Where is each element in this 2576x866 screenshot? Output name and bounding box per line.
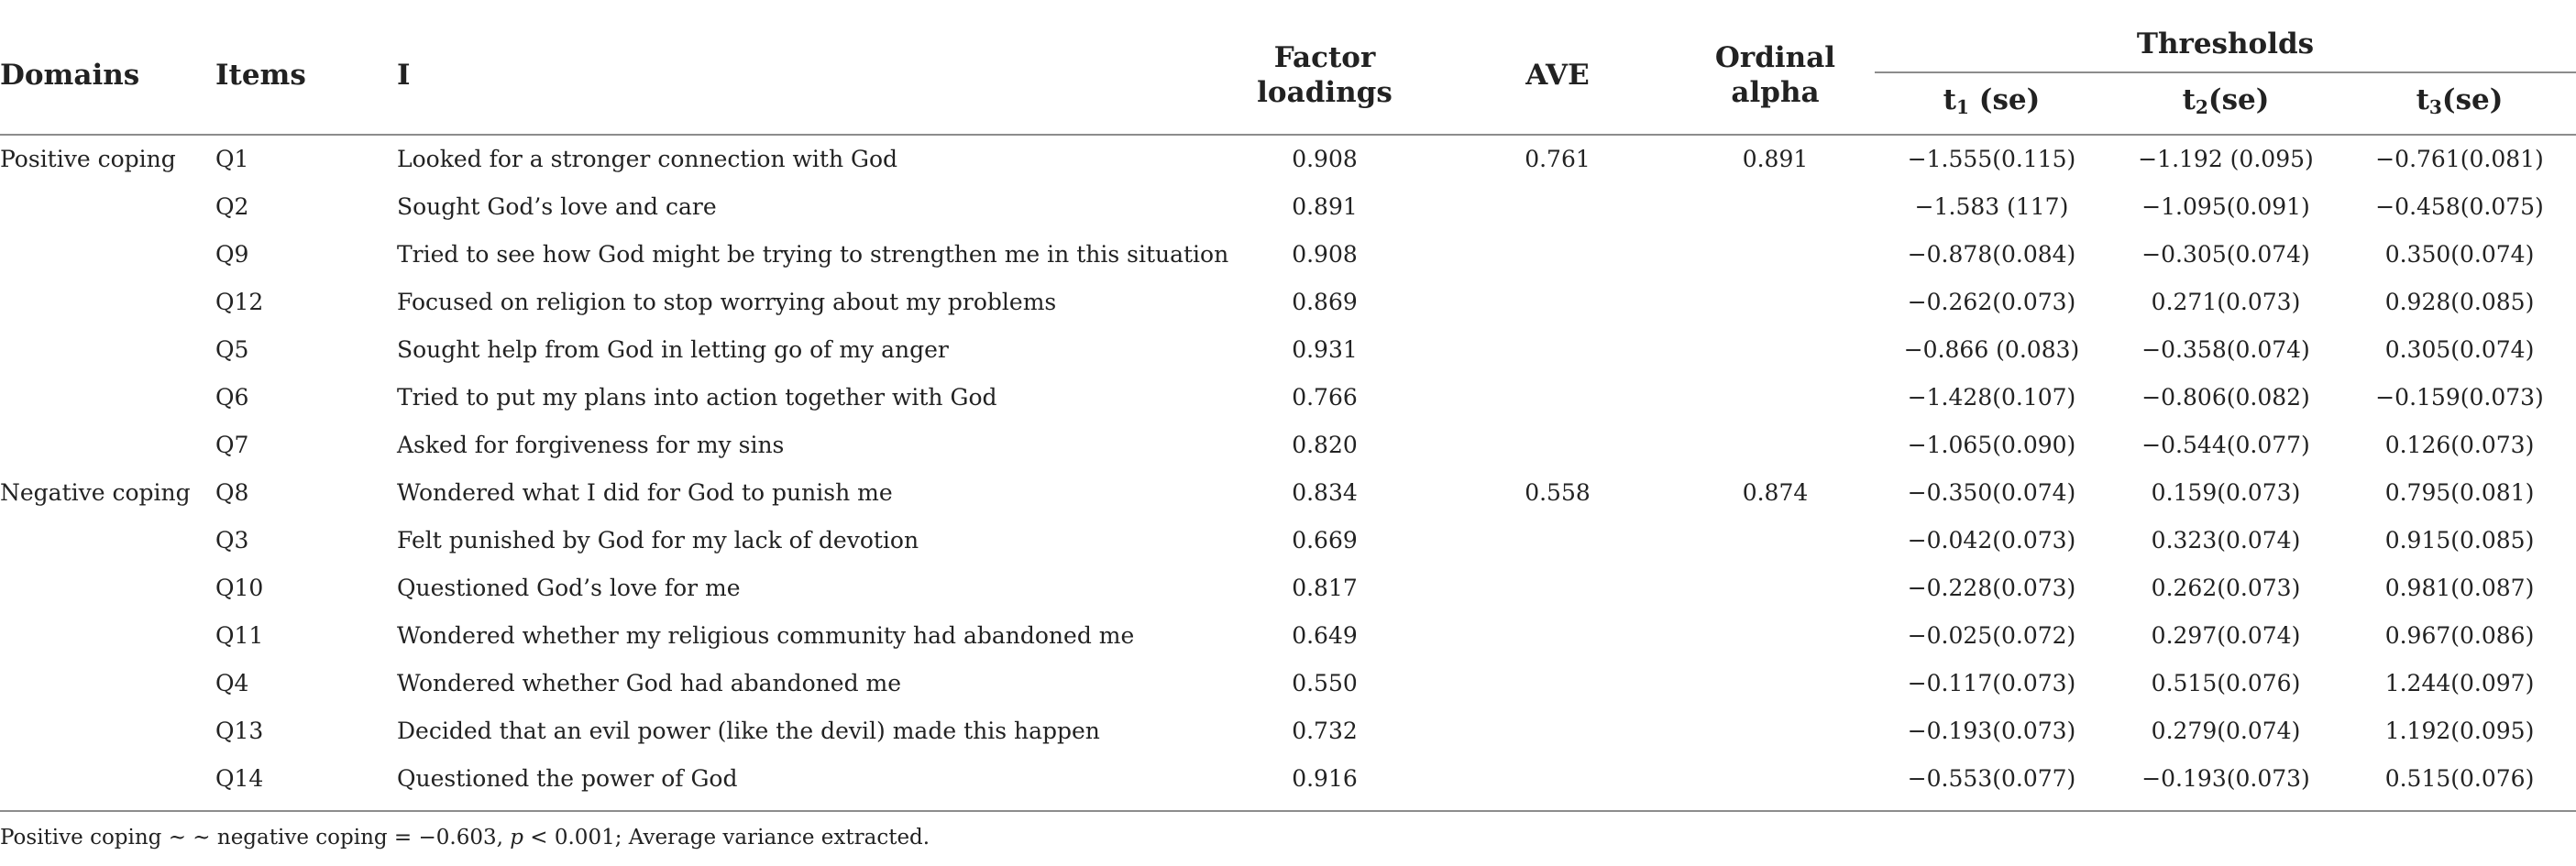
- domain-cell: [0, 612, 215, 660]
- t2-cell: 0.279(0.074): [2151, 718, 2301, 744]
- ave-cell: 0.761: [1525, 146, 1591, 172]
- t1-cell: −1.583 (117): [1914, 193, 2069, 220]
- table-row: [0, 326, 2576, 374]
- results-table: [0, 16, 2576, 803]
- t3-cell: 0.928(0.085): [2384, 289, 2535, 315]
- ave-cell: [1439, 279, 1676, 326]
- item-code-cell: Q8: [215, 479, 249, 506]
- ave-cell: [1439, 374, 1676, 422]
- t2-cell: −0.358(0.074): [2141, 336, 2310, 363]
- factor-loading-cell: 0.766: [1292, 384, 1358, 411]
- item-code-cell: Q12: [215, 289, 264, 315]
- ave-cell: [1439, 660, 1676, 707]
- t1-cell: −0.878(0.084): [1907, 241, 2076, 268]
- t2-cell: −0.544(0.077): [2141, 432, 2310, 458]
- t2-cell: 0.515(0.076): [2151, 670, 2301, 696]
- ordinal-alpha-cell: [1676, 755, 1875, 803]
- table-row: [0, 469, 2576, 517]
- header-t2-sub: 2: [2195, 96, 2208, 119]
- t3-cell: 0.305(0.074): [2384, 336, 2535, 363]
- t3-cell: 0.981(0.087): [2384, 575, 2535, 601]
- table-row: [0, 183, 2576, 231]
- header-factor-loadings-text: Factor loadings: [1257, 41, 1393, 109]
- footer-rule: [0, 810, 2576, 812]
- t2-cell: −0.806(0.082): [2141, 384, 2310, 411]
- t1-cell: −1.555(0.115): [1907, 146, 2076, 172]
- header-t2-base: t: [2182, 82, 2196, 116]
- t1-cell: −0.117(0.073): [1907, 670, 2076, 696]
- t2-cell: 0.159(0.073): [2151, 479, 2301, 506]
- item-text-cell: Decided that an evil power (like the devil) made this happen: [397, 718, 1100, 744]
- table-row: [0, 565, 2576, 612]
- factor-loading-cell: 0.834: [1292, 479, 1358, 506]
- header-factor-loadings: [1210, 16, 1439, 135]
- header-t2: [2108, 72, 2343, 135]
- ordinal-alpha-cell: [1676, 565, 1875, 612]
- factor-loading-cell: 0.820: [1292, 432, 1358, 458]
- table-row: [0, 279, 2576, 326]
- header-thresholds: Thresholds: [1875, 16, 2576, 72]
- header-t3-base: t: [2416, 82, 2429, 116]
- table-row: [0, 422, 2576, 469]
- domain-cell: Positive coping: [0, 146, 176, 172]
- header-domains: Domains: [0, 59, 140, 92]
- header-t2-suffix: (se): [2207, 82, 2270, 116]
- t1-cell: −1.065(0.090): [1907, 432, 2076, 458]
- item-code-cell: Q1: [215, 146, 249, 172]
- item-code-cell: Q9: [215, 241, 249, 268]
- item-code-cell: Q6: [215, 384, 249, 411]
- factor-loading-cell: 0.916: [1292, 765, 1358, 792]
- ave-cell: [1439, 183, 1676, 231]
- header-t3: [2343, 72, 2576, 135]
- table-row: [0, 231, 2576, 279]
- table-footnote: [0, 823, 930, 852]
- domain-cell: [0, 755, 215, 803]
- ordinal-alpha-cell: 0.874: [1742, 479, 1809, 506]
- ave-cell: [1439, 326, 1676, 374]
- table-row: [0, 660, 2576, 707]
- t2-cell: −1.192 (0.095): [2138, 146, 2314, 172]
- footnote-part2: < 0.001; Average variance extracted.: [523, 826, 930, 850]
- ordinal-alpha-cell: [1676, 517, 1875, 565]
- ave-cell: 0.558: [1525, 479, 1591, 506]
- factor-loading-cell: 0.908: [1292, 241, 1358, 268]
- item-code-cell: Q7: [215, 432, 249, 458]
- ordinal-alpha-cell: [1676, 422, 1875, 469]
- item-text-cell: Questioned God’s love for me: [397, 575, 741, 601]
- ordinal-alpha-cell: [1676, 183, 1875, 231]
- t1-cell: −0.262(0.073): [1907, 289, 2076, 315]
- table-header: [0, 16, 2576, 135]
- domain-cell: [0, 279, 215, 326]
- header-t1-base: t: [1943, 82, 1956, 116]
- ordinal-alpha-cell: [1676, 374, 1875, 422]
- ave-cell: [1439, 231, 1676, 279]
- table-row: [0, 517, 2576, 565]
- item-text-cell: Wondered whether God had abandoned me: [397, 670, 902, 696]
- t2-cell: −0.193(0.073): [2141, 765, 2310, 792]
- domain-cell: [0, 422, 215, 469]
- domain-cell: [0, 183, 215, 231]
- table-row: [0, 755, 2576, 803]
- item-text-cell: Focused on religion to stop worrying about my problems: [397, 289, 1057, 315]
- t2-cell: −1.095(0.091): [2141, 193, 2310, 220]
- t1-cell: −0.350(0.074): [1907, 479, 2076, 506]
- table-row: [0, 612, 2576, 660]
- footnote-part1: Positive coping ~ ~ negative coping = −0.603,: [0, 826, 511, 850]
- ordinal-alpha-cell: 0.891: [1742, 146, 1809, 172]
- domain-cell: [0, 660, 215, 707]
- table-row: [0, 707, 2576, 755]
- footnote-p-symbol: p: [510, 826, 523, 850]
- item-text-cell: Felt punished by God for my lack of devotion: [397, 527, 919, 554]
- t1-cell: −0.228(0.073): [1907, 575, 2076, 601]
- domain-cell: [0, 231, 215, 279]
- domain-cell: [0, 326, 215, 374]
- t3-cell: 0.915(0.085): [2384, 527, 2535, 554]
- ave-cell: [1439, 517, 1676, 565]
- factor-loading-cell: 0.869: [1292, 289, 1358, 315]
- item-text-cell: Asked for forgiveness for my sins: [397, 432, 785, 458]
- factor-loading-cell: 0.550: [1292, 670, 1358, 696]
- item-code-cell: Q10: [215, 575, 264, 601]
- item-code-cell: Q14: [215, 765, 264, 792]
- item-code-cell: Q11: [215, 622, 264, 649]
- header-items: Items: [215, 59, 306, 92]
- factor-loading-cell: 0.732: [1292, 718, 1358, 744]
- ordinal-alpha-cell: [1676, 231, 1875, 279]
- header-ave: AVE: [1525, 59, 1590, 92]
- t2-cell: 0.271(0.073): [2151, 289, 2301, 315]
- domain-cell: [0, 565, 215, 612]
- t1-cell: −1.428(0.107): [1907, 384, 2076, 411]
- t3-cell: 0.795(0.081): [2384, 479, 2535, 506]
- item-code-cell: Q4: [215, 670, 249, 696]
- item-text-cell: Looked for a stronger connection with God: [397, 146, 898, 172]
- header-t1: [1875, 72, 2108, 135]
- t3-cell: −0.159(0.073): [2375, 384, 2544, 411]
- table-body: [0, 135, 2576, 803]
- ordinal-alpha-cell: [1676, 612, 1875, 660]
- ave-cell: [1439, 565, 1676, 612]
- domain-cell: [0, 707, 215, 755]
- t3-cell: 0.515(0.076): [2384, 765, 2535, 792]
- header-t3-suffix: (se): [2441, 82, 2504, 116]
- table-row: [0, 136, 2576, 183]
- header-ordinal-alpha-text: Ordinal alpha: [1714, 41, 1836, 109]
- header-t1-sub: 1: [1956, 96, 1970, 119]
- item-code-cell: Q13: [215, 718, 264, 744]
- t3-cell: 0.967(0.086): [2384, 622, 2535, 649]
- item-text-cell: Tried to see how God might be trying to strengthen me in this situation: [397, 241, 1229, 268]
- factor-loading-cell: 0.931: [1292, 336, 1358, 363]
- t2-cell: −0.305(0.074): [2141, 241, 2310, 268]
- table-row: [0, 374, 2576, 422]
- t1-cell: −0.553(0.077): [1907, 765, 2076, 792]
- factor-loading-cell: 0.908: [1292, 146, 1358, 172]
- ordinal-alpha-cell: [1676, 707, 1875, 755]
- item-text-cell: Questioned the power of God: [397, 765, 738, 792]
- header-ordinal-alpha: [1676, 16, 1875, 135]
- header-t1-suffix: (se): [1969, 82, 2041, 116]
- ave-cell: [1439, 422, 1676, 469]
- t3-cell: −0.458(0.075): [2375, 193, 2544, 220]
- t2-cell: 0.323(0.074): [2151, 527, 2301, 554]
- item-code-cell: Q3: [215, 527, 249, 554]
- ordinal-alpha-cell: [1676, 279, 1875, 326]
- t2-cell: 0.262(0.073): [2151, 575, 2301, 601]
- ordinal-alpha-cell: [1676, 326, 1875, 374]
- item-code-cell: Q5: [215, 336, 249, 363]
- item-text-cell: Wondered what I did for God to punish me: [397, 479, 893, 506]
- domain-cell: [0, 374, 215, 422]
- t3-cell: 1.192(0.095): [2384, 718, 2535, 744]
- item-text-cell: Tried to put my plans into action together with God: [397, 384, 997, 411]
- t1-cell: −0.193(0.073): [1907, 718, 2076, 744]
- factor-loading-cell: 0.669: [1292, 527, 1358, 554]
- t3-cell: 0.126(0.073): [2384, 432, 2535, 458]
- item-text-cell: Sought help from God in letting go of my anger: [397, 336, 949, 363]
- t3-cell: 1.244(0.097): [2384, 670, 2535, 696]
- item-text-cell: Wondered whether my religious community had abandoned me: [397, 622, 1135, 649]
- ave-cell: [1439, 707, 1676, 755]
- ordinal-alpha-cell: [1676, 660, 1875, 707]
- t3-cell: 0.350(0.074): [2384, 241, 2535, 268]
- factor-loading-cell: 0.649: [1292, 622, 1358, 649]
- t1-cell: −0.025(0.072): [1907, 622, 2076, 649]
- item-code-cell: Q2: [215, 193, 249, 220]
- factor-loading-cell: 0.891: [1292, 193, 1358, 220]
- item-text-cell: Sought God’s love and care: [397, 193, 717, 220]
- header-t3-sub: 3: [2428, 96, 2442, 119]
- ave-cell: [1439, 612, 1676, 660]
- domain-cell: [0, 517, 215, 565]
- t3-cell: −0.761(0.081): [2375, 146, 2544, 172]
- t1-cell: −0.866 (0.083): [1903, 336, 2080, 363]
- ave-cell: [1439, 755, 1676, 803]
- header-item-text: I: [397, 59, 411, 92]
- factor-loading-cell: 0.817: [1292, 575, 1358, 601]
- t1-cell: −0.042(0.073): [1907, 527, 2076, 554]
- domain-cell: Negative coping: [0, 479, 191, 506]
- t2-cell: 0.297(0.074): [2151, 622, 2301, 649]
